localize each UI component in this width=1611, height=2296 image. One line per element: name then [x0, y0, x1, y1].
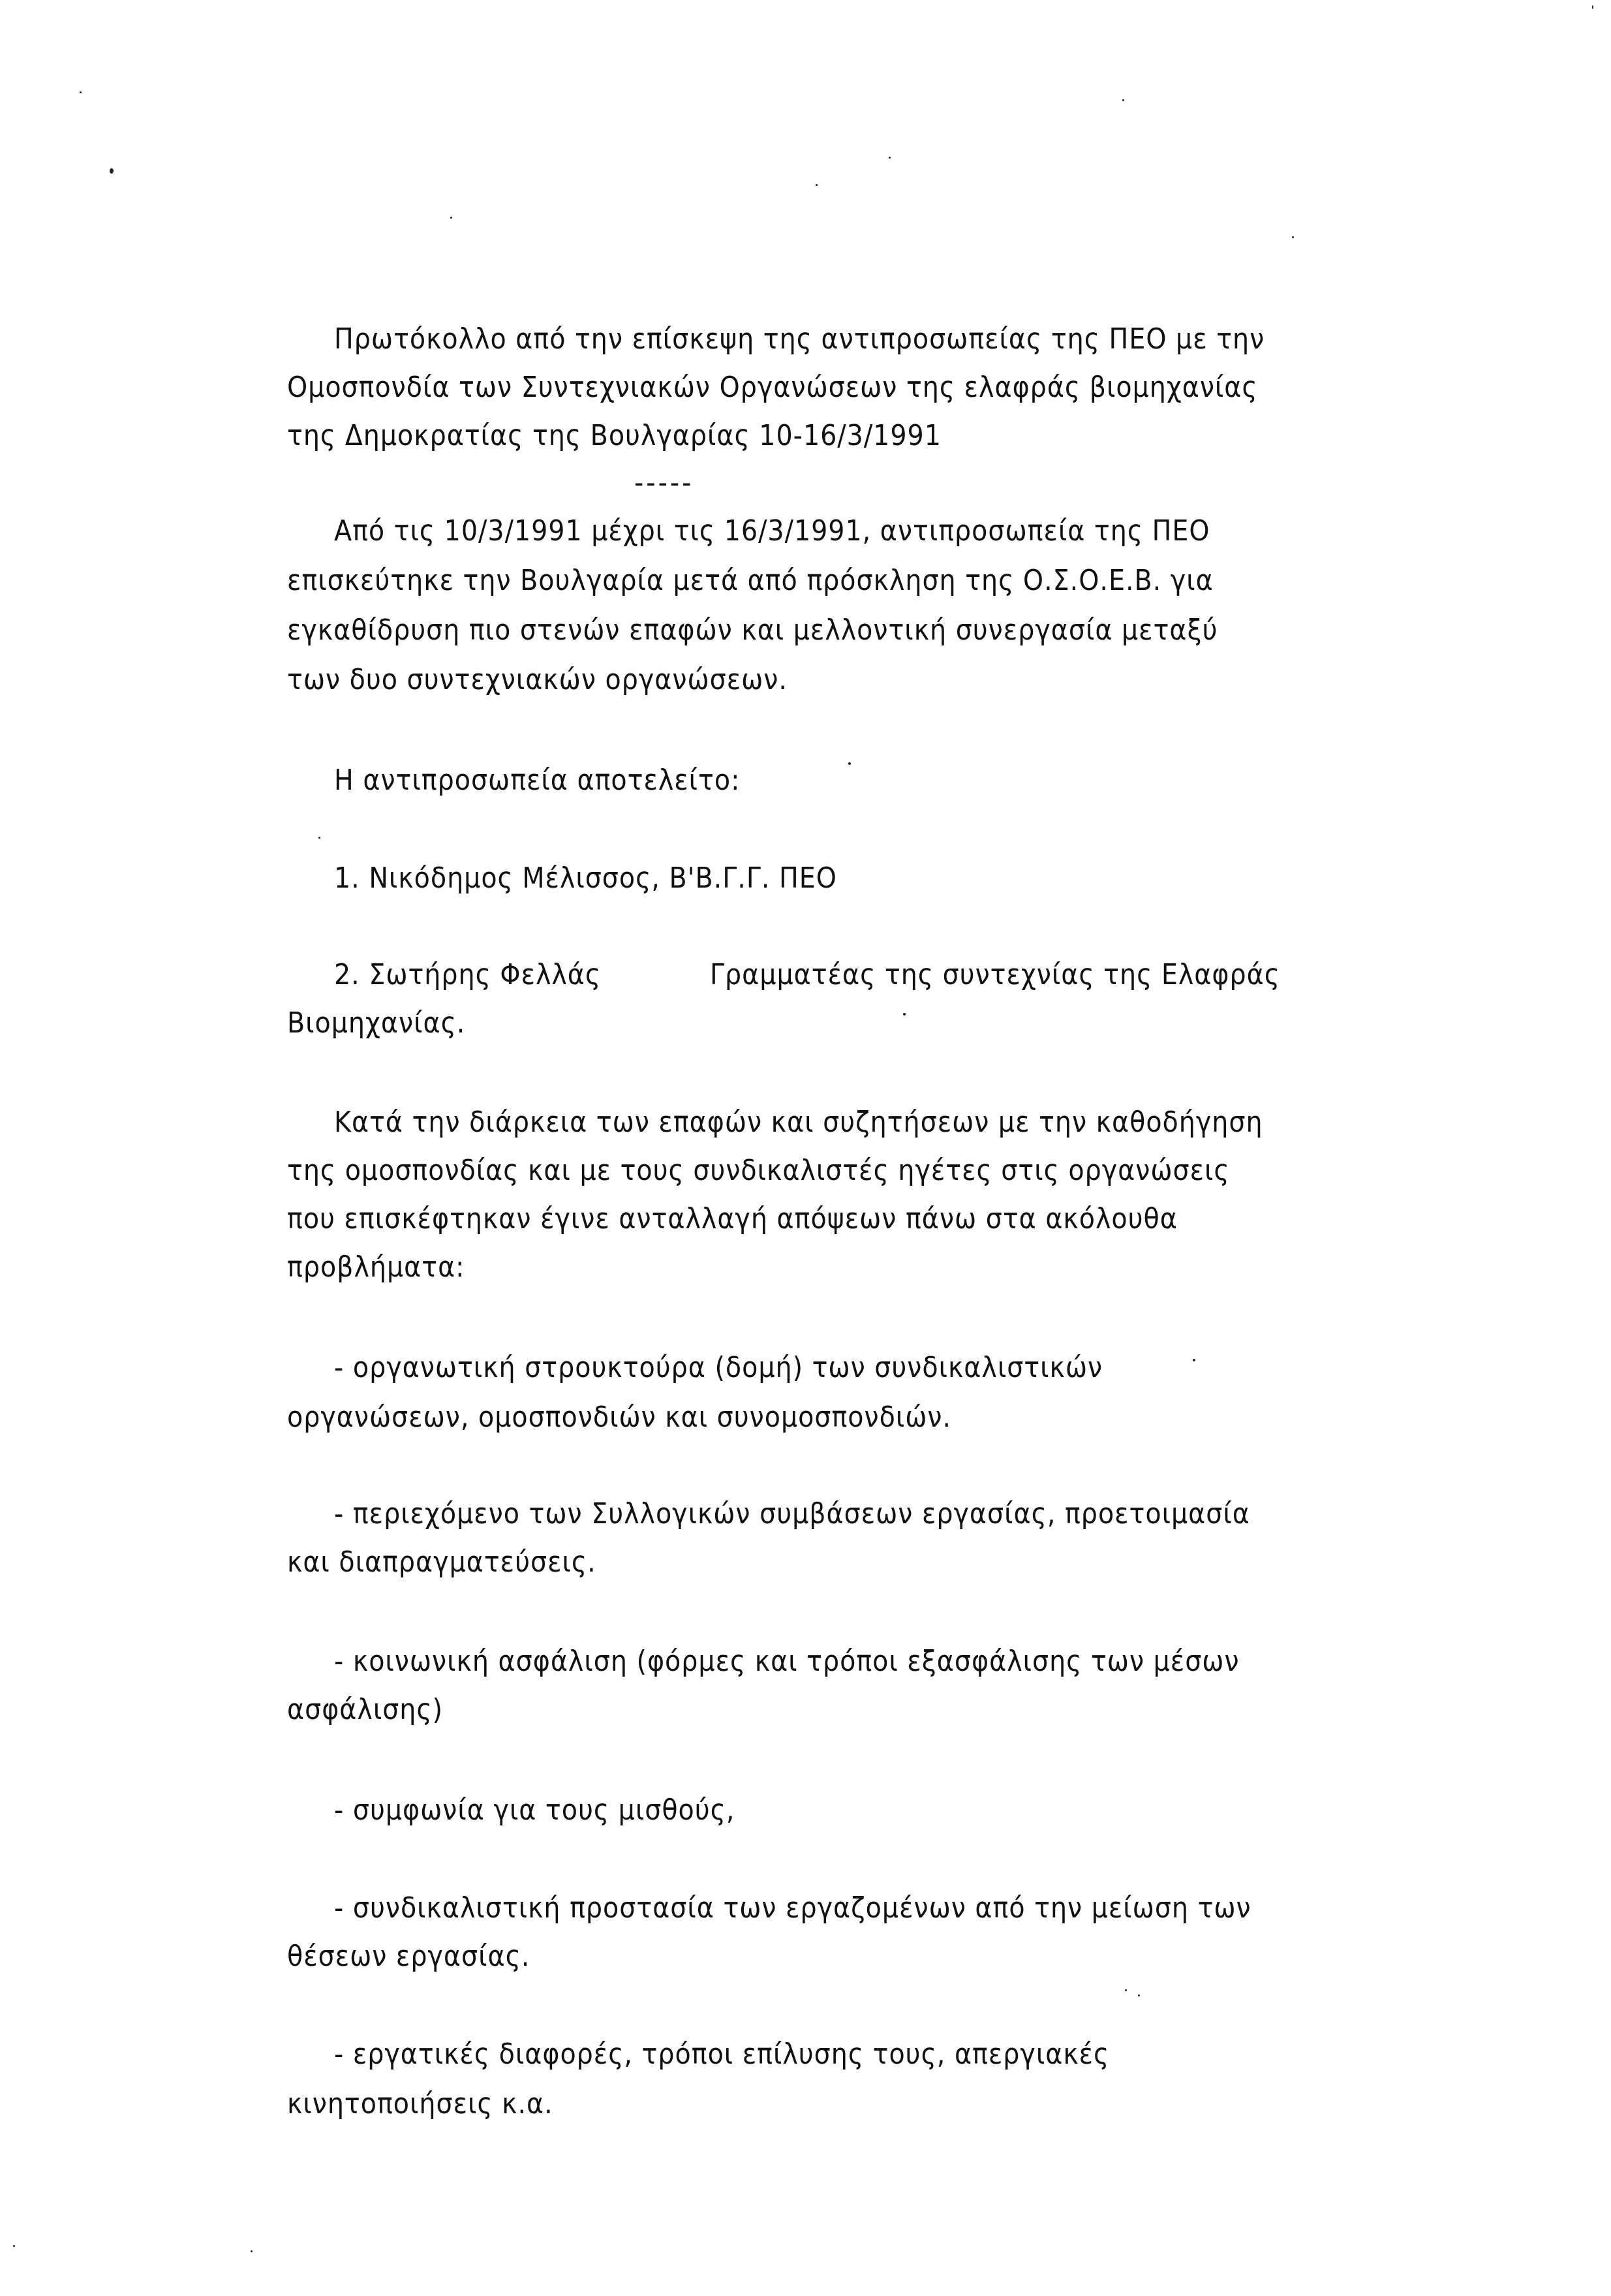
topic-3-line-1: - κοινωνική ασφάλιση (φόρμες και τρόποι εξασφάλισης των μέσων	[334, 1645, 1240, 1678]
intro-line-2: επισκεύτηκε την Βουλγαρία μετά από πρόσκληση της Ο.Σ.Ο.Ε.Β. για	[287, 564, 1214, 597]
topic-4-line-1: - συμφωνία για τους μισθούς,	[334, 1793, 735, 1827]
intro-line-1: Από τις 10/3/1991 μέχρι τις 16/3/1991, αντιπροσωπεία της ΠΕΟ	[334, 514, 1210, 548]
title-line-1: Πρωτόκολλο από την επίσκεψη της αντιπροσωπείας της ΠΕΟ με την	[334, 322, 1265, 356]
scan-speck	[1138, 1994, 1140, 1996]
delegation-member-2-name: 2. Σωτήρης Φελλάς	[334, 958, 602, 991]
scan-speck	[1122, 99, 1124, 101]
intro-line-3: εγκαθίδρυση πιο στενών επαφών και μελλοντική συνεργασία μεταξύ	[287, 613, 1218, 647]
topic-1-line-1: - οργανωτική στρουκτούρα (δομή) των συνδικαλιστικών	[334, 1351, 1103, 1384]
scan-speck	[450, 217, 452, 219]
scan-speck	[1292, 236, 1294, 238]
discussion-line-4: προβλήματα:	[287, 1250, 465, 1284]
scan-speck	[80, 91, 82, 93]
scan-speck	[318, 837, 320, 839]
title-line-3: της Δημοκρατίας της Βουλγαρίας 10-16/3/1991	[287, 419, 942, 452]
scan-speck	[1125, 1989, 1127, 1991]
title-line-2: Ομοσπονδία των Συντεχνιακών Οργανώσεων της ελαφράς βιομηχανίας	[287, 371, 1258, 404]
topic-5-line-2: θέσεων εργασίας.	[287, 1940, 530, 1973]
delegation-member-2-role-cont: Βιομηχανίας.	[287, 1006, 466, 1040]
topic-3-line-2: ασφάλισης)	[287, 1693, 444, 1726]
topic-6-line-1: - εργατικές διαφορές, τρόποι επίλυσης τους, απεργιακές	[334, 2038, 1110, 2071]
scan-speck	[251, 2250, 253, 2252]
scan-speck	[1592, 5, 1593, 9]
separator: -----	[634, 466, 694, 499]
delegation-member-2-role: Γραμματέας της συντεχνίας της Ελαφράς	[710, 958, 1280, 991]
topic-6-line-2: κινητοποιήσεις κ.α.	[287, 2087, 553, 2120]
discussion-line-3: που επισκέφτηκαν έγινε ανταλλαγή απόψεων πάνω στα ακόλουθα	[287, 1202, 1178, 1235]
intro-line-4: των δυο συντεχνιακών οργανώσεων.	[287, 663, 788, 696]
delegation-heading: Η αντιπροσωπεία αποτελείτο:	[334, 764, 741, 797]
scan-speck	[816, 184, 818, 186]
scan-speck	[1193, 1359, 1195, 1361]
delegation-member-1: 1. Νικόδημος Μέλισσος, Β'Β.Γ.Γ. ΠΕΟ	[334, 861, 837, 895]
scan-speck	[110, 168, 114, 174]
topic-2-line-1: - περιεχόμενο των Συλλογικών συμβάσεων εργασίας, προετοιμασία	[334, 1497, 1250, 1530]
scan-speck	[848, 762, 851, 765]
topic-1-line-2: οργανώσεων, ομοσπονδιών και συνομοσπονδιών.	[287, 1401, 952, 1434]
topic-5-line-1: - συνδικαλιστική προστασία των εργαζομένων από την μείωση των	[334, 1891, 1251, 1925]
discussion-line-1: Κατά την διάρκεια των επαφών και συζητήσεων με την καθοδήγηση	[334, 1106, 1263, 1139]
scan-speck	[903, 1013, 906, 1016]
scan-speck	[13, 2245, 15, 2247]
topic-2-line-2: και διαπραγματεύσεις.	[287, 1545, 596, 1579]
scan-speck	[889, 157, 891, 159]
discussion-line-2: της ομοσπονδίας και με τους συνδικαλιστές ηγέτες στις οργανώσεις	[287, 1154, 1230, 1187]
